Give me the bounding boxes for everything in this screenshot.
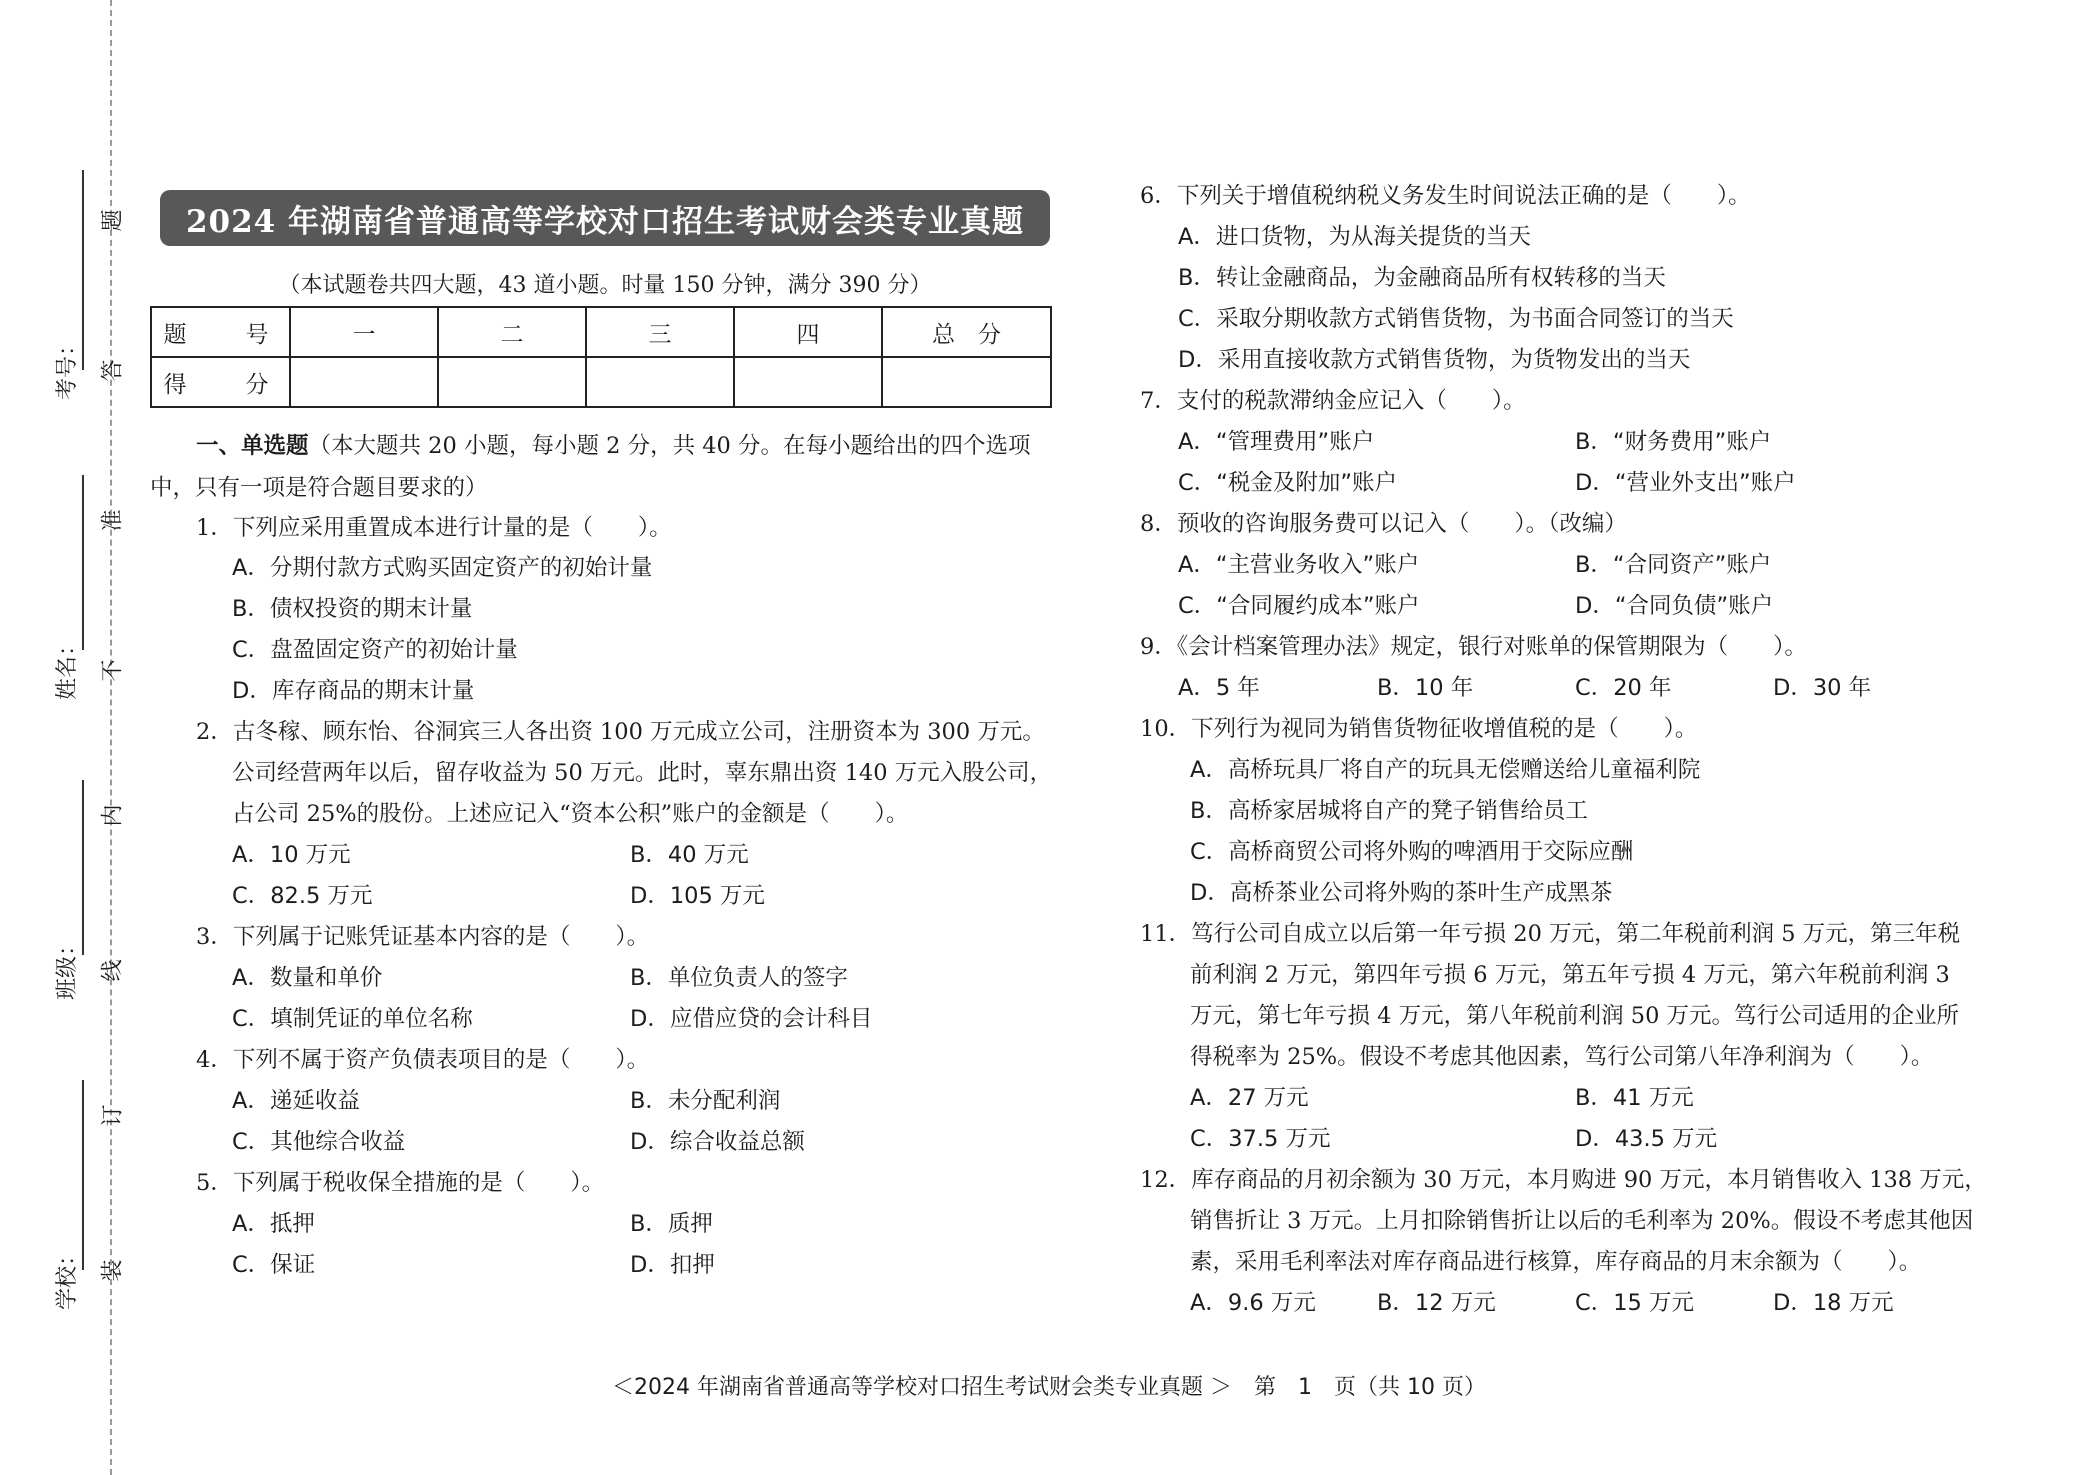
margin-label-school: 学校： [55,1243,80,1310]
option[interactable]: D．采用直接收款方式销售货物，为货物发出的当天 [1178,347,1691,373]
score-table-cell: 一 [290,307,438,357]
option[interactable]: D．18 万元 [1773,1290,1894,1316]
margin-char: 不 [100,659,126,682]
score-entry-cell[interactable] [290,357,438,407]
score-entry-cell[interactable] [734,357,882,407]
option[interactable]: C．20 年 [1575,675,1672,701]
option[interactable]: A．“管理费用”账户 [1178,429,1375,455]
option[interactable]: D．高桥茶业公司将外购的茶叶生产成黑茶 [1190,880,1613,906]
exam-subtitle: （本试题卷共四大题，43 道小题。时量 150 分钟，满分 390 分） [278,273,932,298]
option[interactable]: A．10 万元 [232,842,351,868]
page-footer: ＜2024 年湖南省普通高等学校对口招生考试财会类专业真题 ＞ 第 1 页（共 10 页） [612,1375,1486,1400]
option[interactable]: A．9.6 万元 [1190,1290,1316,1316]
question-stem: 1．下列应采用重置成本进行计量的是（ ）。 [196,515,672,541]
score-entry-cell[interactable] [586,357,734,407]
option[interactable]: C．82.5 万元 [232,883,373,909]
option[interactable]: D．43.5 万元 [1575,1126,1718,1152]
option[interactable]: A．数量和单价 [232,965,383,991]
option[interactable]: C．保证 [232,1252,316,1278]
option[interactable]: D．应借应贷的会计科目 [630,1006,873,1032]
score-table-cell: 题 号 [151,307,290,357]
question-stem: 2．古冬稼、顾东怡、谷洞宾三人各出资 100 万元成立公司，注册资本为 300 万元。 [196,719,1045,745]
question-stem: 公司经营两年以后，留存收益为 50 万元。此时，辜东鼎出资 140 万元入股公司， [232,760,1053,786]
margin-char: 准 [100,509,126,532]
option[interactable]: D．扣押 [630,1252,715,1278]
score-table-cell: 四 [734,307,882,357]
option[interactable]: D．30 年 [1773,675,1872,701]
question-stem: 10．下列行为视同为销售货物征收增值税的是（ ）。 [1140,716,1698,742]
option[interactable]: D．综合收益总额 [630,1129,805,1155]
option[interactable]: A．“主营业务收入”账户 [1178,552,1420,578]
margin-char: 订 [100,1104,126,1127]
question-stem: 12．库存商品的月初余额为 30 万元，本月购进 90 万元，本月销售收入 138 万元， [1140,1167,1987,1193]
option[interactable]: A．5 年 [1178,675,1260,701]
score-table-cell: 总 分 [882,307,1051,357]
question-stem: 3．下列属于记账凭证基本内容的是（ ）。 [196,924,650,950]
option[interactable]: A．进口货物，为从海关提货的当天 [1178,224,1531,250]
option[interactable]: B．质押 [630,1211,713,1237]
question-stem: 4．下列不属于资产负债表项目的是（ ）。 [196,1047,650,1073]
option[interactable]: C．其他综合收益 [232,1129,406,1155]
margin-label-name: 姓名： [55,633,80,700]
option[interactable]: B．债权投资的期末计量 [232,596,473,622]
score-table-cell: 三 [586,307,734,357]
score-table-score-row [151,357,1051,407]
option[interactable]: B．“合同资产”账户 [1575,552,1772,578]
question-stem: 7．支付的税款滞纳金应记入（ ）。 [1140,388,1526,414]
margin-char: 装 [100,1259,126,1282]
question-stem: 销售折让 3 万元。上月扣除销售折让以后的毛利率为 20%。假设不考虑其他因 [1190,1208,1974,1234]
margin-write-line [82,780,85,955]
option[interactable]: C．“合同履约成本”账户 [1178,593,1420,619]
option[interactable]: A．分期付款方式购买固定资产的初始计量 [232,555,653,581]
question-stem: 5．下列属于税收保全措施的是（ ）。 [196,1170,605,1196]
question-stem: 素，采用毛利率法对库存商品进行核算，库存商品的月末余额为（ ）。 [1190,1249,1922,1275]
margin-char: 内 [100,804,126,827]
option[interactable]: C．“税金及附加”账户 [1178,470,1398,496]
margin-write-line [82,170,85,370]
exam-title: 2024 年湖南省普通高等学校对口招生考试财会类专业真题 [160,190,1050,246]
margin-label-exam-number: 考号： [55,333,80,400]
option[interactable]: D．库存商品的期末计量 [232,678,475,704]
option[interactable]: C．15 万元 [1575,1290,1694,1316]
option[interactable]: A．27 万元 [1190,1085,1309,1111]
option[interactable]: B．单位负责人的签字 [630,965,848,991]
question-stem: 8．预收的咨询服务费可以记入（ ）。（改编） [1140,511,1627,537]
score-table-cell: 二 [438,307,586,357]
question-stem: 6．下列关于增值税纳税义务发生时间说法正确的是（ ）。 [1140,183,1751,209]
option[interactable]: C．盘盈固定资产的初始计量 [232,637,518,663]
option[interactable]: D．“合同负债”账户 [1575,593,1774,619]
question-stem: 万元，第七年亏损 4 万元，第八年税前利润 50 万元。笃行公司适用的企业所 [1190,1003,1960,1029]
score-entry-cell[interactable] [882,357,1051,407]
option[interactable]: D．105 万元 [630,883,765,909]
option[interactable]: B．“财务费用”账户 [1575,429,1772,455]
score-table-cell: 得 分 [151,357,290,407]
option[interactable]: B．10 年 [1377,675,1474,701]
margin-write-line [82,475,85,650]
score-table-header-row [151,307,1051,357]
margin-label-class: 班级： [55,933,80,1000]
margin-write-line [82,1080,85,1270]
option[interactable]: B．高桥家居城将自产的凳子销售给员工 [1190,798,1588,824]
option[interactable]: B．41 万元 [1575,1085,1694,1111]
option[interactable]: A．高桥玩具厂将自产的玩具无偿赠送给儿童福利院 [1190,757,1701,783]
option[interactable]: C．高桥商贸公司将外购的啤酒用于交际应酬 [1190,839,1634,865]
score-table [150,306,1052,408]
option[interactable]: C．填制凭证的单位名称 [232,1006,473,1032]
option[interactable]: B．转让金融商品，为金融商品所有权转移的当天 [1178,265,1666,291]
option[interactable]: C．采取分期收款方式销售货物，为书面合同签订的当天 [1178,306,1734,332]
section-heading: 一、单选题（本大题共 20 小题，每小题 2 分，共 40 分。在每小题给出的四个选项 [196,433,1031,459]
question-stem: 11．笃行公司自成立以后第一年亏损 20 万元，第二年税前利润 5 万元，第三年税 [1140,921,1961,947]
option[interactable]: A．抵押 [232,1211,315,1237]
margin-char: 线 [100,959,126,982]
margin-char: 答 [100,359,126,382]
option[interactable]: B．12 万元 [1377,1290,1496,1316]
question-stem: 9．《会计档案管理办法》规定，银行对账单的保管期限为（ ）。 [1140,634,1807,660]
option[interactable]: B．未分配利润 [630,1088,781,1114]
section-desc: 中，只有一项是符合题目要求的） [150,475,488,501]
question-stem: 前利润 2 万元，第四年亏损 6 万元，第五年亏损 4 万元，第六年税前利润 3 [1190,962,1950,988]
option[interactable]: A．递延收益 [232,1088,360,1114]
option[interactable]: D．“营业外支出”账户 [1575,470,1796,496]
question-stem: 得税率为 25%。假设不考虑其他因素，笃行公司第八年净利润为（ ）。 [1190,1044,1934,1070]
margin-char: 题 [100,209,126,232]
option[interactable]: C．37.5 万元 [1190,1126,1331,1152]
score-entry-cell[interactable] [438,357,586,407]
question-stem: 占公司 25%的股份。上述应记入“资本公积”账户的金额是（ ）。 [232,801,909,827]
option[interactable]: B．40 万元 [630,842,749,868]
